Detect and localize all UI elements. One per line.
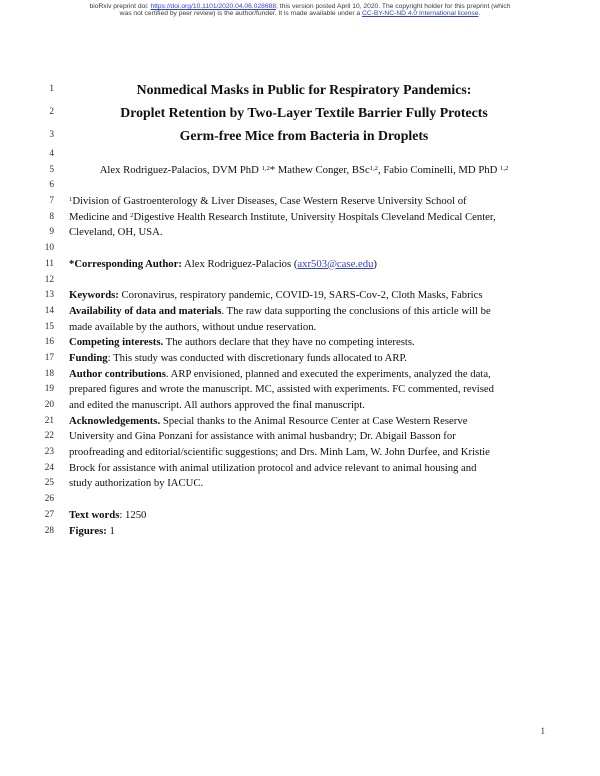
text-segment: Division of Gastroenterology & Liver Diseases, Case Western Reserve University School of: [72, 195, 467, 208]
document-line: [0, 304, 600, 320]
document-line: [0, 508, 600, 524]
text-segment: Competing interests.: [69, 336, 164, 349]
text-segment: : 1250: [119, 508, 147, 521]
text-segment: 1,2: [261, 164, 270, 172]
document-line: [0, 351, 600, 367]
text-segment: Availability of data and materials: [69, 304, 222, 317]
text-segment: study authorization by IACUC.: [69, 477, 204, 490]
line-text: [69, 382, 539, 398]
text-segment: Nonmedical Masks in Public for Respiratory Pandemics:: [136, 82, 472, 97]
line-text: [69, 163, 539, 180]
document-body: [0, 78, 600, 539]
text-segment: Droplet Retention by Two-Layer Textile Barrier Fully Protects: [120, 105, 488, 120]
line-number: 21: [44, 415, 54, 426]
document-line: [0, 147, 600, 163]
line-text: [69, 461, 539, 477]
text-segment: Keywords:: [69, 289, 119, 302]
line-text: [69, 351, 539, 367]
biorxiv-header-line-1: [0, 3, 600, 10]
line-number: 22: [44, 431, 54, 442]
document-line: [0, 101, 600, 124]
text-segment: * Mathew Conger, BSc: [269, 163, 370, 176]
text-segment: . The raw data supporting the conclusions of this article will be: [221, 304, 491, 317]
text-segment: ): [373, 257, 377, 270]
line-number: 1: [49, 84, 54, 94]
document-line: [0, 320, 600, 336]
document-line: [0, 524, 600, 540]
text-segment: Special thanks to the Animal Resource Center at Case Western Reserve: [160, 414, 468, 427]
text-segment: Brock for assistance with animal utilization protocol and advice relevant to animal housing and: [69, 461, 477, 474]
text-segment: Alex Rodriguez-Palacios (: [181, 257, 298, 270]
text-segment: *Corresponding Author:: [69, 257, 182, 270]
document-line: [0, 163, 600, 179]
line-text: [69, 78, 539, 101]
text-segment: prepared figures and wrote the manuscript. MC, assisted with experiments. FC commented, revised: [69, 383, 495, 396]
document-line: [0, 414, 600, 430]
text-segment: , Fabio Cominelli, MD PhD: [377, 163, 500, 176]
document-line: [0, 225, 600, 241]
text-segment: Author contributions: [69, 367, 166, 380]
text-segment: was not certified by peer review) is the author/funder. It is made available under a: [119, 10, 363, 18]
document-line: [0, 178, 600, 194]
line-text: [69, 429, 539, 445]
document-line: [0, 124, 600, 147]
line-text: [69, 445, 539, 461]
line-text: [69, 524, 539, 540]
document-line: [0, 335, 600, 351]
document-line: [0, 476, 600, 492]
biorxiv-header: [0, 3, 600, 18]
line-text: [69, 476, 539, 492]
line-text: [69, 194, 539, 211]
line-text: [69, 398, 539, 414]
document-line: [0, 445, 600, 461]
line-number: 27: [44, 509, 54, 520]
line-number: 23: [44, 447, 54, 458]
line-number: 20: [44, 400, 54, 410]
text-segment: Alex Rodriguez-Palacios, DVM PhD: [99, 163, 262, 176]
hyperlink[interactable]: axr503@case.edu: [297, 257, 374, 270]
text-segment: . ARP envisioned, planned and executed the experiments, analyzed the data,: [165, 367, 491, 380]
text-segment: The authors declare that they have no competing interests.: [163, 336, 415, 349]
line-number: 2: [49, 107, 54, 117]
hyperlink[interactable]: CC-BY-NC-ND 4.0 International license: [362, 10, 479, 18]
hyperlink[interactable]: https://doi.org/10.1101/2020.04.06.028688: [150, 3, 277, 10]
text-segment: Germ-free Mice from Bacteria in Droplets: [179, 128, 429, 143]
text-segment: Medicine and: [69, 210, 131, 223]
document-line: [0, 257, 600, 273]
line-text: [69, 320, 539, 336]
text-segment: bioRxiv preprint doi:: [89, 3, 151, 10]
text-segment: ; this version posted April 10, 2020. The copyright holder for this preprint (which: [276, 3, 511, 10]
line-text: [69, 335, 539, 351]
line-text: [69, 101, 539, 124]
line-text: [69, 508, 539, 524]
line-number: 17: [44, 352, 54, 363]
line-number: 19: [44, 384, 54, 395]
biorxiv-header-line-2: [0, 10, 600, 17]
text-segment: Acknowledgements.: [69, 414, 161, 427]
document-line: [0, 210, 600, 226]
line-number: 8: [49, 211, 54, 222]
line-text: [69, 288, 539, 304]
line-number: 24: [44, 462, 54, 473]
line-text: [69, 304, 539, 320]
text-segment: 1,2: [500, 164, 509, 172]
text-segment: Figures:: [69, 524, 107, 537]
document-line: [0, 492, 600, 508]
document-line: [0, 288, 600, 304]
text-segment: .: [478, 10, 481, 18]
document-line: [0, 429, 600, 445]
line-number: 7: [49, 196, 54, 207]
line-number: 9: [49, 227, 54, 238]
text-segment: 1: [106, 524, 115, 537]
line-number: 4: [49, 149, 54, 159]
text-segment: Text words: [69, 508, 120, 521]
line-number: 13: [44, 290, 54, 301]
line-text: [69, 124, 539, 147]
document-line: [0, 78, 600, 101]
line-text: [69, 225, 539, 241]
line-number: 5: [49, 164, 54, 175]
line-number: 3: [49, 130, 54, 140]
text-segment: : This study was conducted with discretionary funds allocated to ARP.: [107, 351, 407, 364]
text-segment: University and Gina Ponzani for assistance with animal husbandry; Dr. Abigail Basson for: [69, 430, 456, 443]
line-text: [69, 367, 539, 383]
text-segment: 1,2: [369, 164, 378, 172]
line-number: 10: [44, 243, 54, 254]
line-text: [69, 210, 539, 227]
text-segment: proofreading and editorial/scientific suggestions; and Drs. Minh Lam, W. John Durfee, and Kristie: [69, 446, 490, 459]
text-segment: Digestive Health Research Institute, University Hospitals Cleveland Medical Center,: [133, 210, 496, 223]
text-segment: 2: [130, 211, 134, 219]
text-segment: made available by the authors, without undue reservation.: [69, 320, 317, 333]
document-line: [0, 241, 600, 257]
line-number: 11: [45, 258, 54, 269]
document-line: [0, 367, 600, 383]
line-number: 16: [44, 337, 54, 348]
line-number: 28: [44, 525, 54, 536]
document-line: [0, 382, 600, 398]
text-segment: Funding: [69, 351, 108, 364]
document-line: [0, 194, 600, 210]
document-line: [0, 461, 600, 477]
text-segment: Cleveland, OH, USA.: [69, 226, 163, 239]
text-segment: Coronavirus, respiratory pandemic, COVID-19, SARS-Cov-2, Cloth Masks, Fabrics: [118, 289, 483, 302]
line-number: 12: [44, 274, 54, 285]
line-number: 18: [44, 368, 54, 379]
line-number: 26: [44, 494, 54, 505]
text-segment: 1: [69, 196, 73, 204]
document-line: [0, 398, 600, 414]
line-text: [69, 257, 539, 273]
page-number: 1: [540, 726, 545, 736]
line-number: 15: [44, 321, 54, 332]
line-number: 6: [49, 180, 54, 191]
text-segment: and edited the manuscript. All authors approved the final manuscript.: [69, 399, 365, 411]
document-line: [0, 273, 600, 289]
line-number: 14: [44, 305, 54, 316]
line-number: 25: [44, 478, 54, 489]
line-text: [69, 414, 539, 430]
